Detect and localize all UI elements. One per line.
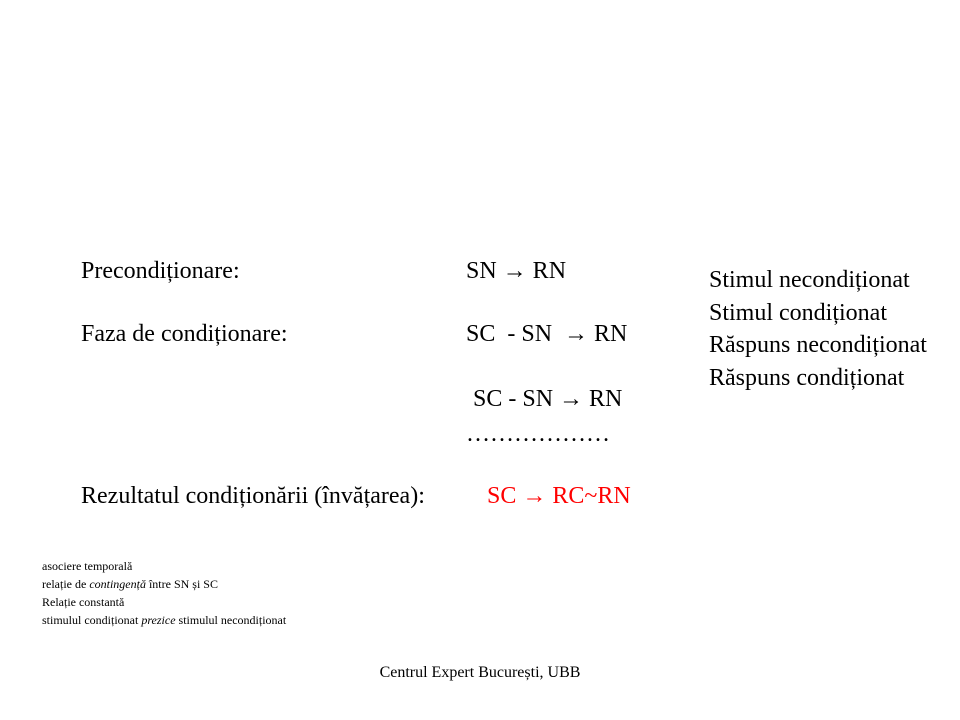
note-contingency-italic: contingență	[89, 577, 146, 591]
note-predict-suffix: stimulul necondiționat	[175, 613, 287, 627]
note-contingency	[42, 575, 286, 593]
repeat-dots: ………………	[466, 421, 610, 447]
note-predict	[42, 611, 286, 629]
legend-item-rc: Răspuns condiționat	[709, 364, 905, 391]
note-constant: Relație constantă	[42, 595, 125, 609]
note-predict-prefix: stimulul condiționat	[42, 613, 142, 627]
footer-credit: Centrul Expert București, UBB	[379, 664, 581, 681]
note-contingency-prefix: relație de	[42, 577, 90, 591]
legend-item-rn: Răspuns necondiționat	[709, 332, 927, 358]
legend-list	[709, 264, 927, 394]
note-predict-italic: prezice	[141, 613, 176, 627]
faza-label: Faza de condiționare:	[81, 321, 288, 347]
result-label: Rezultatul condiționării (învățarea):	[81, 483, 425, 509]
repeat-formula: SC - SN → RN	[473, 386, 623, 412]
note-temporal: asociere temporală	[42, 559, 133, 573]
note-contingency-suffix: între SN și SC	[145, 577, 218, 591]
legend-item-sc: Stimul condiționat	[709, 299, 887, 326]
legend-item-sn: Stimul necondiționat	[709, 267, 910, 293]
notes-list	[42, 557, 286, 629]
precond-formula: SN → RN	[466, 258, 567, 284]
precond-label: Precondiționare:	[81, 258, 240, 284]
faza-formula: SC - SN → RN	[466, 321, 628, 347]
result-formula: SC → RC~RN	[487, 483, 631, 509]
